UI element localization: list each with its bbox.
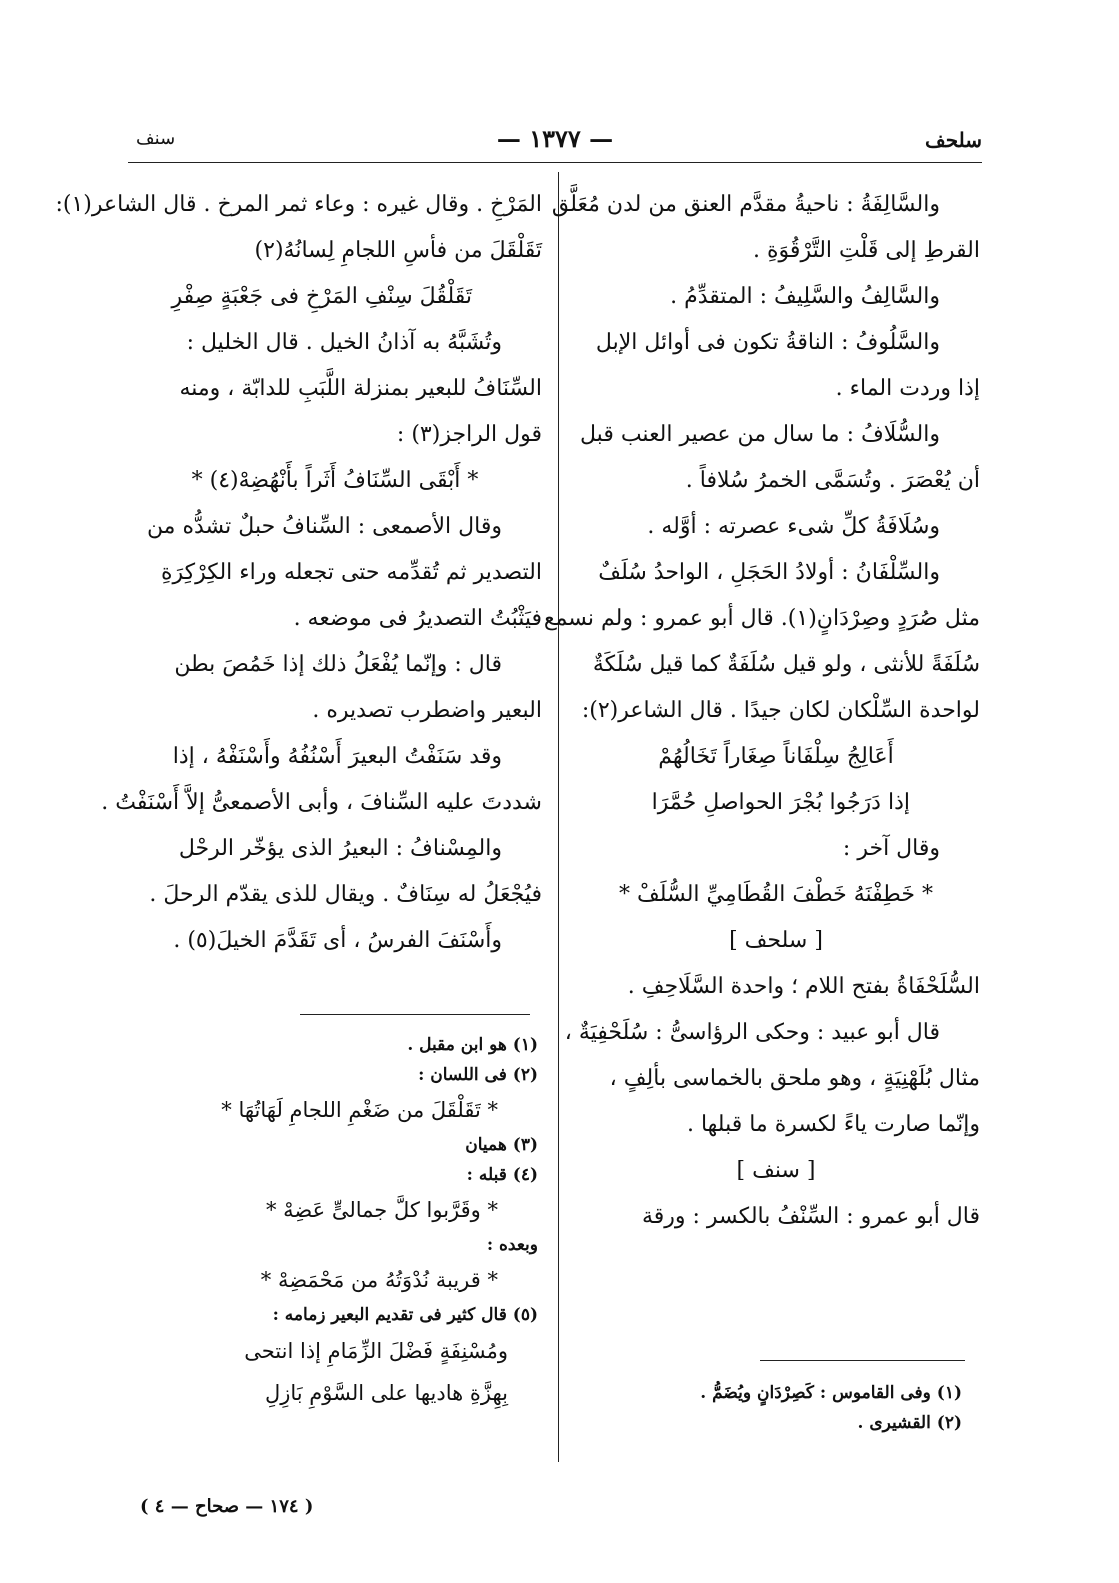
left-footnote-line-9: (٥) قال كثير فى تقديم البعير زمامه : (272, 1305, 538, 1325)
right-text-line-21: وإنّما صارت ياءً لكسرة ما قبلها . (686, 1112, 980, 1137)
left-footnote-line-6: * وقَرَّبوا كلَّ جمالىٍّ عَضِهْ * (266, 1198, 498, 1222)
left-text-line-14: شددتَ عليه السِّنافَ ، وأبى الأصمعىُّ إلاَّ أَسْنَفْتُ . (101, 790, 542, 815)
page-header (128, 120, 982, 160)
right-text-line-20: مثال بُلَهْنِيَةٍ ، وهو ملحق بالخماسى بألِفٍ ، (609, 1066, 980, 1091)
right-text-line-2: القرطِ إلى قَلْتِ التَّرْقُوَةِ . (753, 238, 980, 263)
left-footnote-line-2: (٢) فى اللسان : (418, 1065, 538, 1085)
left-text-line-8: وقال الأصمعى : السِّنافُ حبلٌ تشدُّه من (146, 514, 502, 539)
right-text-line-14: إذا دَرَجُوا بُجْرَ الحواصلِ حُمَّرَا (651, 790, 910, 815)
left-text-line-12: البعير واضطرب تصديره . (312, 698, 542, 723)
left-footnote-line-1: (١) هو ابن مقبل . (407, 1035, 538, 1055)
left-text-line-15: والمِسْنافُ : البعيرُ الذى يؤخّر الرحْل (178, 836, 502, 861)
right-text-line-13: أَعَالِجُ سِلْفَاناً صِغَاراً تَخَالُهُمْ (658, 744, 894, 769)
footnote-divider-left (300, 1014, 530, 1015)
right-footnote-line-2: (٢) القشيرى . (857, 1413, 962, 1433)
left-text-line-4: وتُشَبَّهُ به آذانُ الخيل . قال الخليل : (186, 330, 502, 355)
left-text-line-7: * أَبْقَى السِّنَافُ أَثَراً بأَنْهُضِهْ(٤) * (191, 468, 479, 493)
left-footnote-line-4: (٣) هميان (465, 1135, 538, 1155)
right-text-line-16: * خَطِفْنَهُ خَطْفَ القُطَامِيِّ السُّلَفْ * (619, 882, 933, 907)
right-text-line-19: قال أبو عبيد : وحكى الرؤاسىُّ : سُلَحْفِيَةٌ ، (564, 1020, 940, 1045)
left-footnote-line-3: * تَقَلْقَلَ من ضَغْمِ اللجامِ لَهَاتُهَا * (221, 1098, 498, 1122)
left-text-line-17: وأَسْنَفَ الفرسُ ، أى تَقَدَّمَ الخيلَ(٥) . (173, 928, 502, 953)
right-footnote-line-1: (١) وفى القاموس : كَصِرْدَانٍ ويُضَمُّ . (700, 1383, 962, 1403)
right-text-line-3: والسَّالِفُ والسَّلِيفُ : المتقدِّمُ . (670, 284, 940, 309)
column-divider (558, 172, 559, 1462)
right-text-line-23: قال أبو عمرو : السِّنْفُ بالكسر : ورقة (641, 1204, 980, 1229)
left-text-line-10: فيَثْبُتُ التصديرُ فى موضعه . (293, 606, 542, 631)
footnotes-right (572, 1378, 962, 1438)
right-text-line-18: السُّلَحْفَاةُ بفتح اللام ؛ واحدة السَّلَاحِفِ . (627, 974, 980, 999)
right-text-line-12: لواحدة السِّلْكان لكان جيدًا . قال الشاعر(٢): (581, 698, 980, 723)
right-text-line-4: والسَّلُوفُ : الناقةُ تكون فى أوائل الإبل (595, 330, 940, 355)
left-column (55, 182, 542, 964)
right-text-line-17: [ سلحف ] (729, 928, 823, 953)
header-divider (128, 162, 982, 163)
right-text-line-11: سُلَفَةً للأنثى ، ولو قيل سُلَفَةٌ كما قيل سُلَكَةٌ (592, 652, 980, 677)
left-text-line-3: تَقَلْقُلَ سِنْفِ المَرْخِ فى جَعْبَةٍ صِفْرِ (171, 284, 472, 309)
left-footnote-line-5: (٤) قبله : (466, 1165, 538, 1185)
left-text-line-9: التصدير ثم تُقدِّمه حتى تجعله وراء الكِرْكِرَةِ (161, 560, 542, 585)
left-footnote-line-11: بِهِزَّةِ هاديها على السَّوْمِ بَازِلِ (264, 1381, 508, 1405)
right-text-line-6: والسُّلَافُ : ما سال من عصير العنب قبل (580, 422, 940, 447)
right-text-line-7: أن يُعْصَرَ . وتُسَمَّى الخمرُ سُلافاً . (685, 468, 980, 493)
right-text-line-9: والسِّلْفَانُ : أولادُ الحَجَلِ ، الواحدُ سُلَفٌ (598, 560, 940, 585)
right-text-line-1: والسَّالِفَةُ : ناحيةُ مقدَّم العنق من لدن مُعَلَّق (551, 192, 940, 217)
footnote-divider-right (760, 1360, 965, 1361)
left-text-line-6: قول الراجز(٣) : (396, 422, 542, 447)
left-text-line-2: تَقَلْقَلَ من فأسِ اللجامِ لِسانُهُ(٢) (254, 238, 542, 263)
left-text-line-5: السِّنَافُ للبعير بمنزلة اللَّبَبِ للدابّة ، ومنه (179, 376, 542, 401)
left-text-line-13: وقد سَنَفْتُ البعيرَ أَسْنُفُهُ وأَسْنَفْهُ ، إذا (172, 744, 502, 769)
right-text-line-5: إذا وردت الماء . (835, 376, 980, 401)
right-text-line-15: وقال آخر : (842, 836, 940, 861)
footnotes-left (128, 1030, 538, 1414)
left-text-line-1: المَرْخِ . وقال غيره : وعاء ثمر المرخ . قال الشاعر(١): (55, 192, 542, 217)
left-text-line-11: قال : وإنّما يُفْعَلُ ذلك إذا خَمُصَ بطن (174, 652, 502, 677)
header-entry-left: سنف (136, 128, 176, 149)
header-entry-right: سلحف (925, 128, 982, 152)
left-footnote-line-7: وبعده : (486, 1235, 538, 1255)
right-text-line-22: [ سنف ] (736, 1158, 816, 1183)
right-column (543, 182, 980, 1240)
signature-mark: ( ١٧٤ — صحاح — ٤ ) (140, 1496, 314, 1517)
left-footnote-line-8: * قريبة نُدْوَتُهُ من مَحْمَضِهْ * (260, 1268, 498, 1292)
right-text-line-10: مثل صُرَدٍ وصِرْدَانٍ(١). قال أبو عمرو : ولم نسمع (543, 606, 980, 631)
page-number: — ١٣٧٧ — (496, 124, 614, 153)
right-text-line-8: وسُلَافَةُ كلِّ شىء عصرته : أوَّله . (647, 514, 940, 539)
left-footnote-line-10: ومُسْنِفَةٍ فَضْلَ الزِّمَامِ إذا انتحى (244, 1339, 508, 1363)
left-text-line-16: فيُجْعَلُ له سِنَافٌ . ويقال للذى يقدّم الرحلَ . (149, 882, 542, 907)
